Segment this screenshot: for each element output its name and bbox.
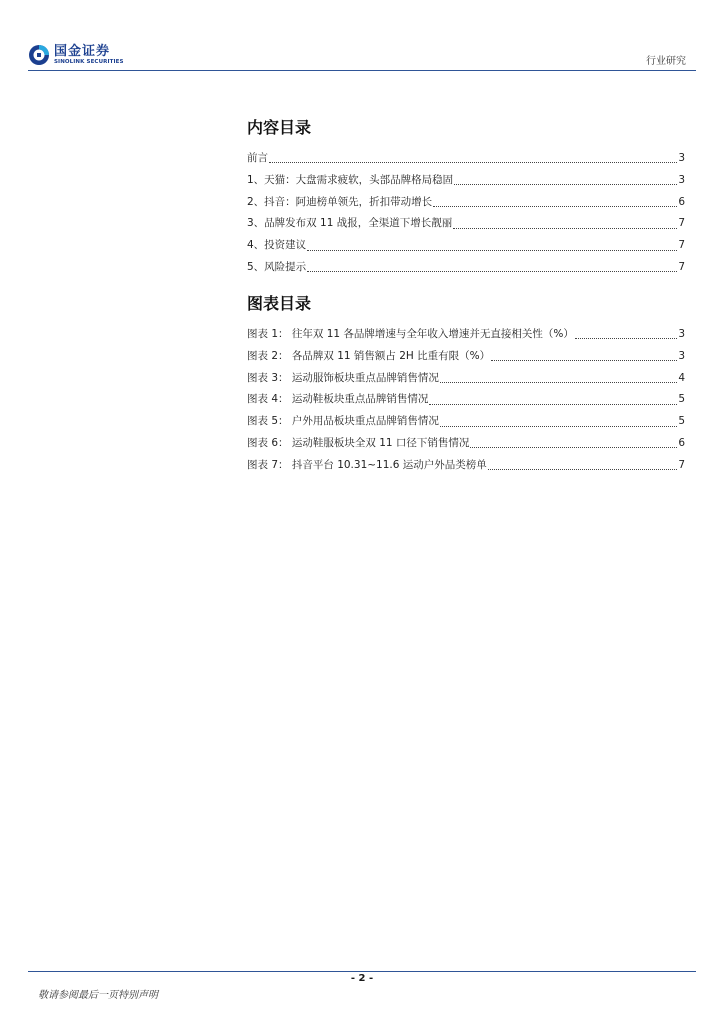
contents-entry-page: 6 bbox=[678, 195, 685, 208]
contents-toc bbox=[247, 118, 685, 279]
dot-leader bbox=[575, 338, 677, 339]
figure-entry-label: 图表 6： 运动鞋服板块全双 11 口径下销售情况 bbox=[247, 436, 470, 449]
figure-entry-page: 7 bbox=[678, 458, 685, 471]
contents-entry-label: 5、风险提示 bbox=[247, 260, 307, 273]
contents-entry-page: 7 bbox=[678, 217, 685, 230]
footer-divider bbox=[28, 971, 696, 972]
figure-entry-label: 图表 5： 户外用品板块重点品牌销售情况 bbox=[247, 415, 439, 428]
figure-entry[interactable] bbox=[247, 411, 685, 433]
figure-entry[interactable] bbox=[247, 346, 685, 368]
contents-entry-label: 2、抖音：阿迪榜单领先，折扣带动增长 bbox=[247, 195, 433, 208]
figure-entry[interactable] bbox=[247, 368, 685, 390]
dot-leader bbox=[453, 228, 677, 229]
dot-leader bbox=[440, 382, 677, 383]
figure-entry-label: 图表 2： 各品牌双 11 销售额占 2H 比重有限（%） bbox=[247, 349, 491, 362]
figure-entry[interactable] bbox=[247, 433, 685, 455]
figure-entry-label: 图表 4： 运动鞋板块重点品牌销售情况 bbox=[247, 393, 429, 406]
contents-list bbox=[247, 148, 685, 279]
dot-leader bbox=[454, 184, 677, 185]
contents-entry-page: 3 bbox=[678, 152, 685, 164]
dot-leader bbox=[429, 404, 677, 405]
contents-entry[interactable] bbox=[247, 192, 685, 214]
dot-leader bbox=[433, 206, 677, 207]
figure-entry-label: 图表 7： 抖音平台 10.31~11.6 运动户外品类榜单 bbox=[247, 458, 487, 471]
contents-entry-page: 3 bbox=[678, 173, 685, 186]
dot-leader bbox=[307, 271, 677, 272]
figure-entry-page: 5 bbox=[678, 393, 685, 406]
contents-entry-label: 4、投资建议 bbox=[247, 239, 307, 252]
figure-entry[interactable] bbox=[247, 455, 685, 477]
sinolink-logo-icon bbox=[28, 44, 50, 66]
figure-entry[interactable] bbox=[247, 389, 685, 411]
logo-chinese-name: 国金证券 bbox=[54, 43, 111, 59]
disclaimer-text: 敬请参阅最后一页特别声明 bbox=[38, 990, 158, 1001]
page-number: - 2 - bbox=[350, 973, 374, 984]
figure-entry-page: 3 bbox=[678, 349, 685, 362]
contents-entry[interactable] bbox=[247, 213, 685, 235]
contents-entry-label: 3、品牌发布双 11 战报，全渠道下增长靓丽 bbox=[247, 217, 453, 230]
figure-entry[interactable] bbox=[247, 324, 685, 346]
figures-title: 图表目录 bbox=[247, 294, 312, 313]
dot-leader bbox=[269, 162, 677, 163]
contents-title: 内容目录 bbox=[247, 118, 312, 137]
contents-entry-page: 7 bbox=[678, 239, 685, 252]
figure-entry-page: 3 bbox=[678, 328, 685, 340]
dot-leader bbox=[488, 469, 678, 470]
contents-entry-page: 7 bbox=[678, 260, 685, 273]
company-logo bbox=[28, 42, 124, 68]
figures-toc bbox=[247, 294, 685, 477]
contents-entry-label: 前言 bbox=[247, 152, 268, 164]
logo-english-name: SINOLINK SECURITIES bbox=[54, 58, 124, 65]
dot-leader bbox=[307, 250, 677, 251]
contents-entry[interactable] bbox=[247, 257, 685, 279]
figure-entry-page: 5 bbox=[678, 415, 685, 428]
figure-entry-label: 图表 3： 运动服饰板块重点品牌销售情况 bbox=[247, 371, 439, 384]
contents-entry-label: 1、天猫：大盘需求疲软，头部品牌格局稳固 bbox=[247, 173, 454, 186]
report-category: 行业研究 bbox=[646, 56, 686, 67]
header-divider bbox=[28, 70, 696, 71]
figure-entry-page: 6 bbox=[678, 436, 685, 449]
dot-leader bbox=[491, 360, 677, 361]
dot-leader bbox=[440, 426, 677, 427]
figures-list bbox=[247, 324, 685, 477]
dot-leader bbox=[470, 447, 677, 448]
contents-entry[interactable] bbox=[247, 170, 685, 192]
figure-entry-label: 图表 1： 往年双 11 各品牌增速与全年收入增速并无直接相关性（%） bbox=[247, 328, 574, 340]
contents-entry[interactable] bbox=[247, 148, 685, 170]
figure-entry-page: 4 bbox=[678, 371, 685, 384]
contents-entry[interactable] bbox=[247, 235, 685, 257]
